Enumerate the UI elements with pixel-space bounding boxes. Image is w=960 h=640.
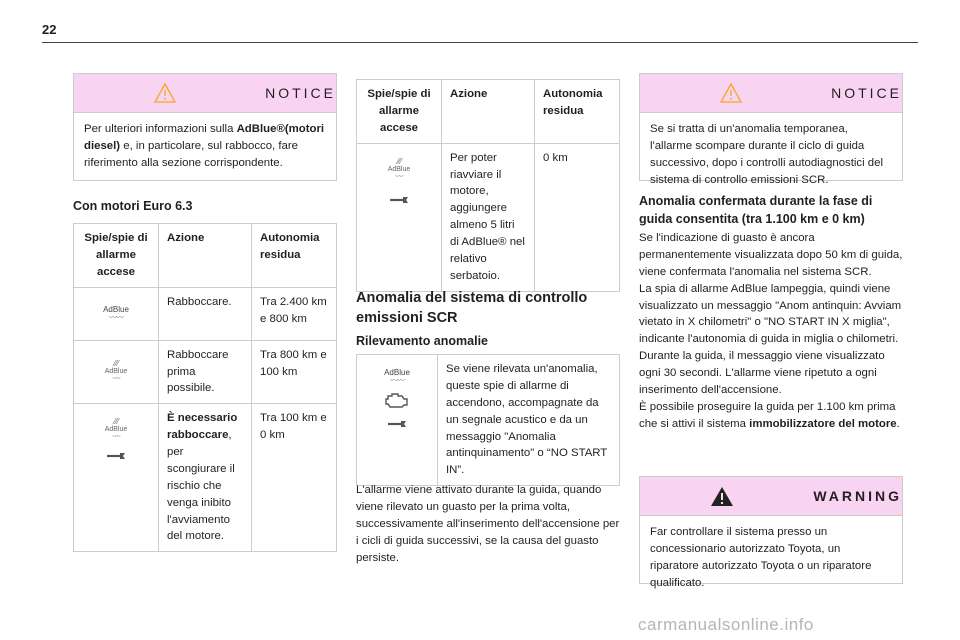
subheading-detection: Rilevamento anomalie: [356, 334, 488, 348]
confirmed-p4-post: .: [896, 417, 900, 430]
heading-euro63: Con motori Euro 6.3: [73, 199, 193, 213]
table-row: [74, 404, 337, 552]
warning-header: [640, 477, 902, 516]
adblue-icon: AdBlue: [384, 368, 410, 377]
warning-triangle-icon: [720, 83, 742, 103]
wrench-icon: [388, 195, 410, 205]
action-bold: È necessario rabboccare: [167, 412, 238, 442]
adblue-icon: ⁄ ⁄ ⁄ AdBlue 〰: [104, 417, 128, 442]
col-header-action: Azione: [442, 80, 535, 144]
icon-cell: [357, 143, 442, 291]
cell-description: Se viene rilevata un'anomalia, queste spie di allarme di accendono, accompagnate da un segnale acustico e da un messaggio "Anomalia antinquinamento" o “NO START IN”.: [438, 355, 620, 486]
table-row: [357, 355, 620, 486]
scr-paragraph: L'allarme viene attivato durante la guida, quando viene rilevato un guasto per la prima volta, successivamente all'inserimento dell'accensione per i cicli di guida successivi, se la causa del guasto persiste.: [356, 484, 620, 564]
watermark-logo: carmanualsonline.info: [638, 615, 814, 634]
notice-header: [74, 74, 336, 113]
notice-body: [74, 113, 336, 180]
cell-range: Tra 100 km e 0 km: [252, 404, 337, 552]
cell-action: Rabboccare.: [159, 287, 252, 340]
table-row: [74, 340, 337, 404]
table-zero-km: [356, 79, 620, 292]
notice-text-post: e, in particolare, sul rabbocco, fare riferimento alla sezione corrispondente.: [84, 140, 299, 170]
cell-action: [159, 404, 252, 552]
notice-box-temporary: [639, 73, 903, 187]
confirmed-p3: Durante la guida, il messaggio viene visualizzato ogni 30 secondi. L'allarme viene ripetuto a ogni inserimento dell'accensione.: [639, 350, 885, 396]
col-header-action: Azione: [159, 224, 252, 288]
notice-header: [640, 74, 902, 113]
adblue-icon: ⁄ ⁄ ⁄ AdBlue 〰: [74, 340, 159, 404]
confirmed-p4-bold: immobilizzatore del motore: [749, 417, 897, 430]
warning-body: Far controllare il sistema presso un concessionario autorizzato Toyota, un riparatore autorizzato Toyota o un riparatore qualificato.: [650, 526, 872, 590]
warning-title: WARNING: [813, 488, 902, 504]
icon-cell: AdBlue 〰〰: [357, 355, 438, 486]
confirmed-p4-pre: È possibile proseguire la guida per 1.100 km prima che si attivi il sistema: [639, 400, 896, 430]
col-header-lights: Spie/spie di allarme accese: [74, 224, 159, 288]
action-rest: , per scongiurare il rischio che venga inibito l'avviamento del motore.: [167, 429, 235, 543]
col-header-range: Autonomia residua: [252, 224, 337, 288]
notice-title: NOTICE: [831, 85, 902, 101]
col-header-range: Autonomia residua: [535, 80, 620, 144]
col-header-lights: Spie/spie di allarme accese: [357, 80, 442, 144]
wrench-icon: [105, 451, 127, 461]
cell-action: Rabboccare prima possibile.: [159, 340, 252, 404]
notice-text-pre: Per ulteriori informazioni sulla: [84, 123, 237, 135]
notice-body: Se si tratta di un'anomalia temporanea, l'allarme scompare durante il ciclo di guida successivo, dopo i controlli autodiagnostici del sistema di controllo emissioni SCR.: [650, 123, 884, 187]
cell-range: Tra 800 km e 100 km: [252, 340, 337, 404]
confirmed-paragraph: [639, 230, 909, 433]
cell-range: 0 km: [535, 143, 620, 291]
engine-icon: [384, 391, 410, 409]
table-row: [74, 287, 337, 340]
cell-range: Tra 2.400 km e 800 km: [252, 287, 337, 340]
heading-scr-fault: Anomalia del sistema di controllo emissioni SCR: [356, 290, 588, 326]
warning-triangle-icon: [154, 83, 176, 103]
table-euro63-warnings: [73, 223, 337, 552]
notice-box-adblue-info: [73, 73, 337, 181]
warning-triangle-icon: [710, 486, 734, 507]
confirmed-p1: Se l'indicazione di guasto è ancora permanentemente visualizzata dopo 50 km di guida, viene confermata l'anomalia nel sistema SCR.: [639, 232, 903, 278]
confirmed-p2: La spia di allarme AdBlue lampeggia, quindi viene visualizzato un messaggio "Anom antinquin: Avviam vietato in X chilometri" o "NO START IN X miglia", indicante l'autonomia di guida in miglia o chilometri.: [639, 282, 902, 346]
icon-cell: [74, 404, 159, 552]
table-scr-detection: [356, 354, 620, 486]
adblue-icon: ⁄ ⁄ ⁄ AdBlue 〰: [387, 156, 411, 181]
warning-box: [639, 476, 903, 590]
notice-text-bold: AdBlue®(motori diesel): [84, 123, 325, 153]
cell-action: Per poter riavviare il motore, aggiungere almeno 5 litri di AdBlue® nel relativo serbatoio.: [442, 143, 535, 291]
header-rule: [42, 42, 918, 43]
notice-title: NOTICE: [265, 85, 336, 101]
table-row: [357, 143, 620, 291]
page-number: 22: [42, 22, 57, 37]
adblue-icon: AdBlue 〰〰: [74, 287, 159, 340]
heading-confirmed-fault: Anomalia confermata durante la fase di guida consentita (tra 1.100 km e 0 km): [639, 194, 873, 227]
wrench-icon: [386, 419, 408, 429]
